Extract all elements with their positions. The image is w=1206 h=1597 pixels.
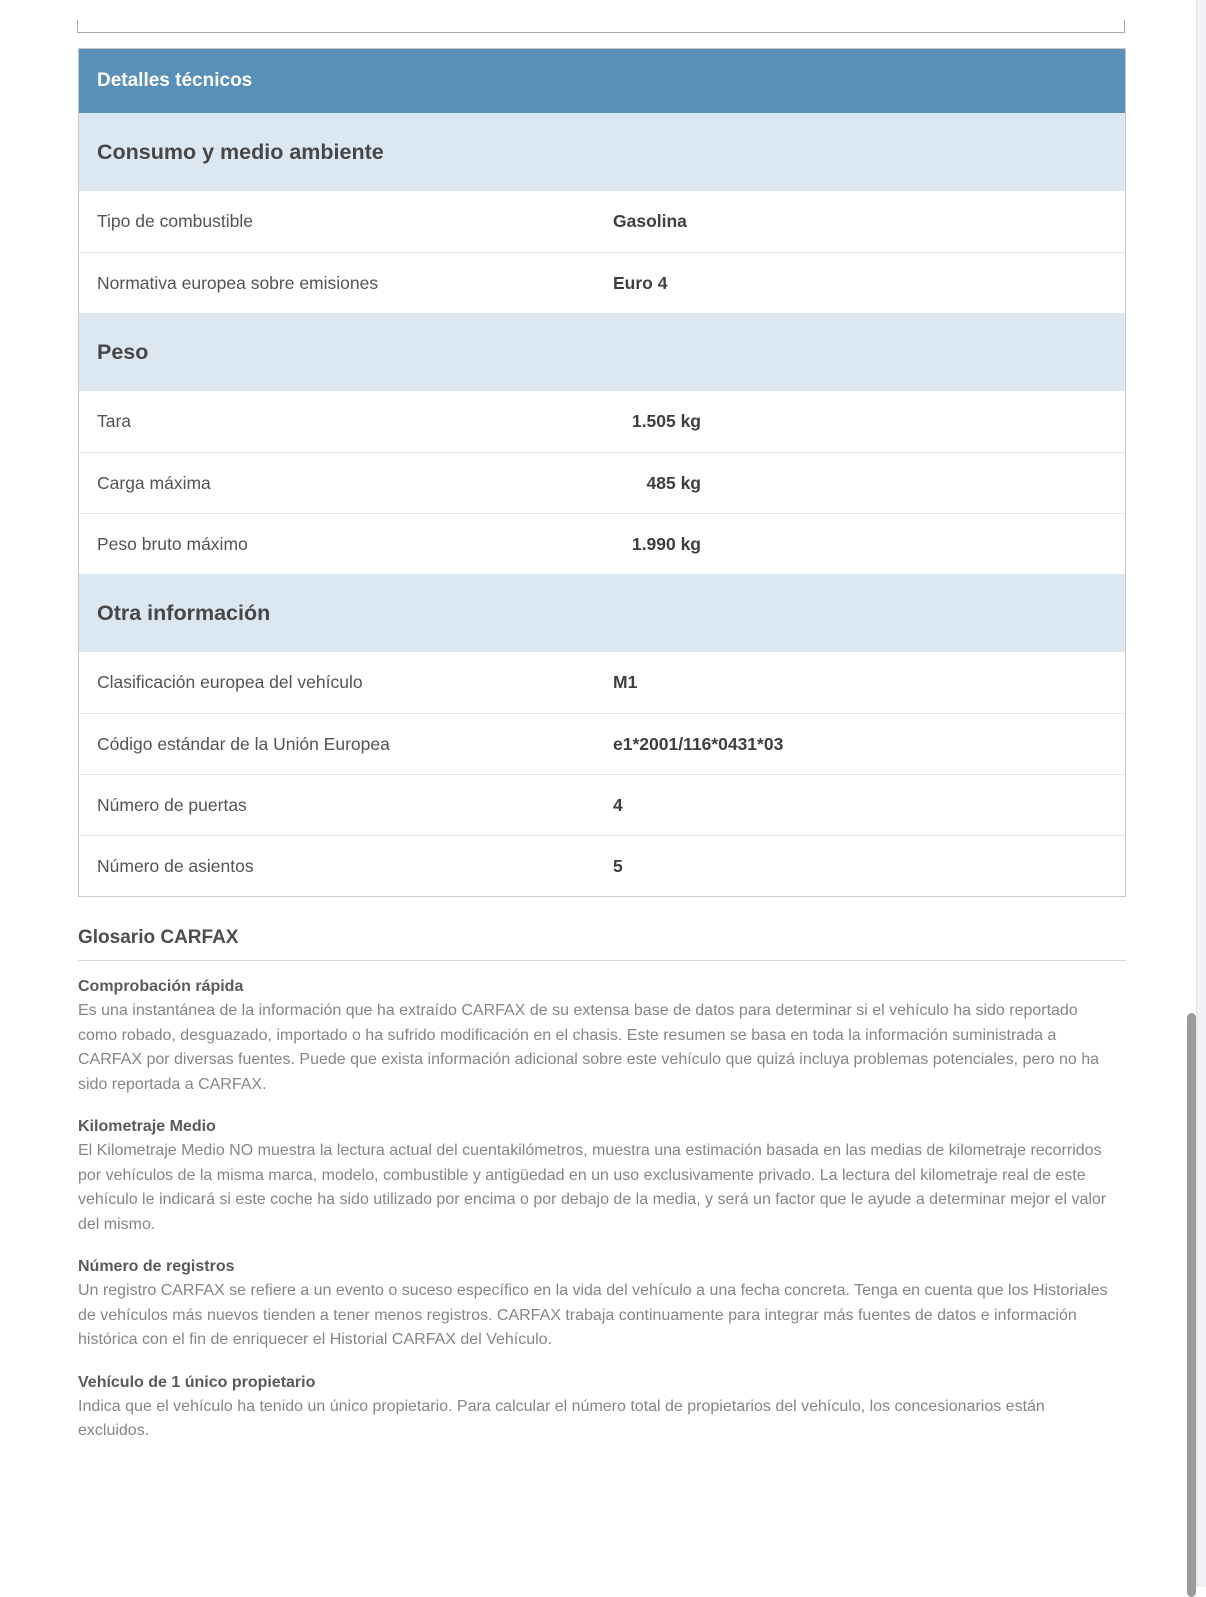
glossary-term: Número de registros [78, 1258, 235, 1275]
row-label: Normativa europea sobre emisiones [97, 272, 379, 293]
glossary-entry [78, 1374, 1120, 1444]
glossary-divider [78, 960, 1126, 961]
panel-title: Detalles técnicos [79, 49, 1125, 113]
section-heading-peso: Peso [79, 313, 1125, 391]
row-label: Código estándar de la Unión Europea [97, 733, 390, 754]
glossary-term: Vehículo de 1 único propietario [78, 1373, 316, 1391]
table-row [79, 191, 1125, 252]
glossary-term: Comprobación rápida [78, 978, 244, 995]
table-row [79, 513, 1125, 574]
table-row [79, 774, 1125, 835]
report-content [78, 0, 1126, 1505]
row-value: 1.505 kg [631, 411, 701, 431]
row-label: Peso bruto máximo [97, 533, 248, 554]
row-value: Euro 4 [613, 272, 668, 293]
glossary-title: Glosario CARFAX [78, 927, 239, 948]
row-value: 5 [613, 855, 623, 876]
glossary-term: Kilometraje Medio [78, 1118, 216, 1135]
table-row [79, 391, 1125, 452]
row-value: 485 kg [646, 472, 701, 493]
technical-details-panel [78, 48, 1126, 897]
table-row [79, 652, 1125, 713]
row-value: M1 [613, 672, 638, 692]
glossary-definition: Un registro CARFAX se refiere a un evento o suceso específico en la vida del vehículo a una fecha concreta. Tenga en cuenta que los Historiales de vehículos más nuevos tienden a tener menos registros. CARFAX trabaja continuamente para integrar más fuentes de datos e información histórica con el fin de enriquecer el Historial CARFAX del Vehículo. [78, 1282, 1108, 1348]
glossary-entry [78, 1258, 1120, 1353]
row-label: Clasificación europea del vehículo [97, 672, 363, 692]
glossary-definition: Es una instantánea de la información que ha extraído CARFAX de su extensa base de datos para determinar si el vehículo ha sido reportado como robado, desguazado, importado o ha sufrido modificación en el chasis. Este resumen se basa en toda la información suministrada a CARFAX por diversas fuentes. Puede que exista información adicional sobre este vehículo que quizá incluya problemas potenciales, pero no ha sido reportada a CARFAX. [78, 1002, 1100, 1093]
section-heading-consumo: Consumo y medio ambiente [79, 113, 1125, 191]
row-label: Número de asientos [97, 855, 254, 876]
row-value: Gasolina [613, 211, 687, 231]
glossary-definition: El Kilometraje Medio NO muestra la lectura actual del cuentakilómetros, muestra una estimación basada en las medias de kilometraje recorridos por vehículos de la misma marca, modelo, combustible y antigüedad en un uso exclusivamente privado. La lectura del kilometraje real de este vehículo le indicará si este coche ha sido utilizado por encima o por debajo de la media, y será un factor que le ayude a determinar mejor el valor del mismo. [78, 1142, 1107, 1233]
section-heading-otra-informacion: Otra información [79, 574, 1125, 652]
row-label: Número de puertas [97, 794, 247, 815]
glossary-section [78, 927, 1126, 1505]
row-label: Tipo de combustible [97, 211, 253, 231]
glossary-definition: Indica que el vehículo ha tenido un único propietario. Para calcular el número total de propietarios del vehículo, los concesionarios están excluidos. [78, 1397, 1045, 1439]
glossary-entry [78, 978, 1120, 1097]
table-row [79, 835, 1125, 896]
page-scrollbar-track[interactable] [1196, 0, 1206, 1587]
table-row [79, 452, 1125, 513]
row-value: 1.990 kg [631, 533, 701, 554]
table-row [79, 713, 1125, 774]
scrollbar-thumb[interactable] [1187, 1013, 1196, 1597]
glossary-entry [78, 1118, 1120, 1237]
row-value: 4 [613, 794, 623, 815]
row-label: Tara [97, 411, 132, 431]
table-row [79, 252, 1125, 313]
row-label: Carga máxima [97, 472, 211, 493]
row-value: e1*2001/116*0431*03 [613, 733, 784, 754]
